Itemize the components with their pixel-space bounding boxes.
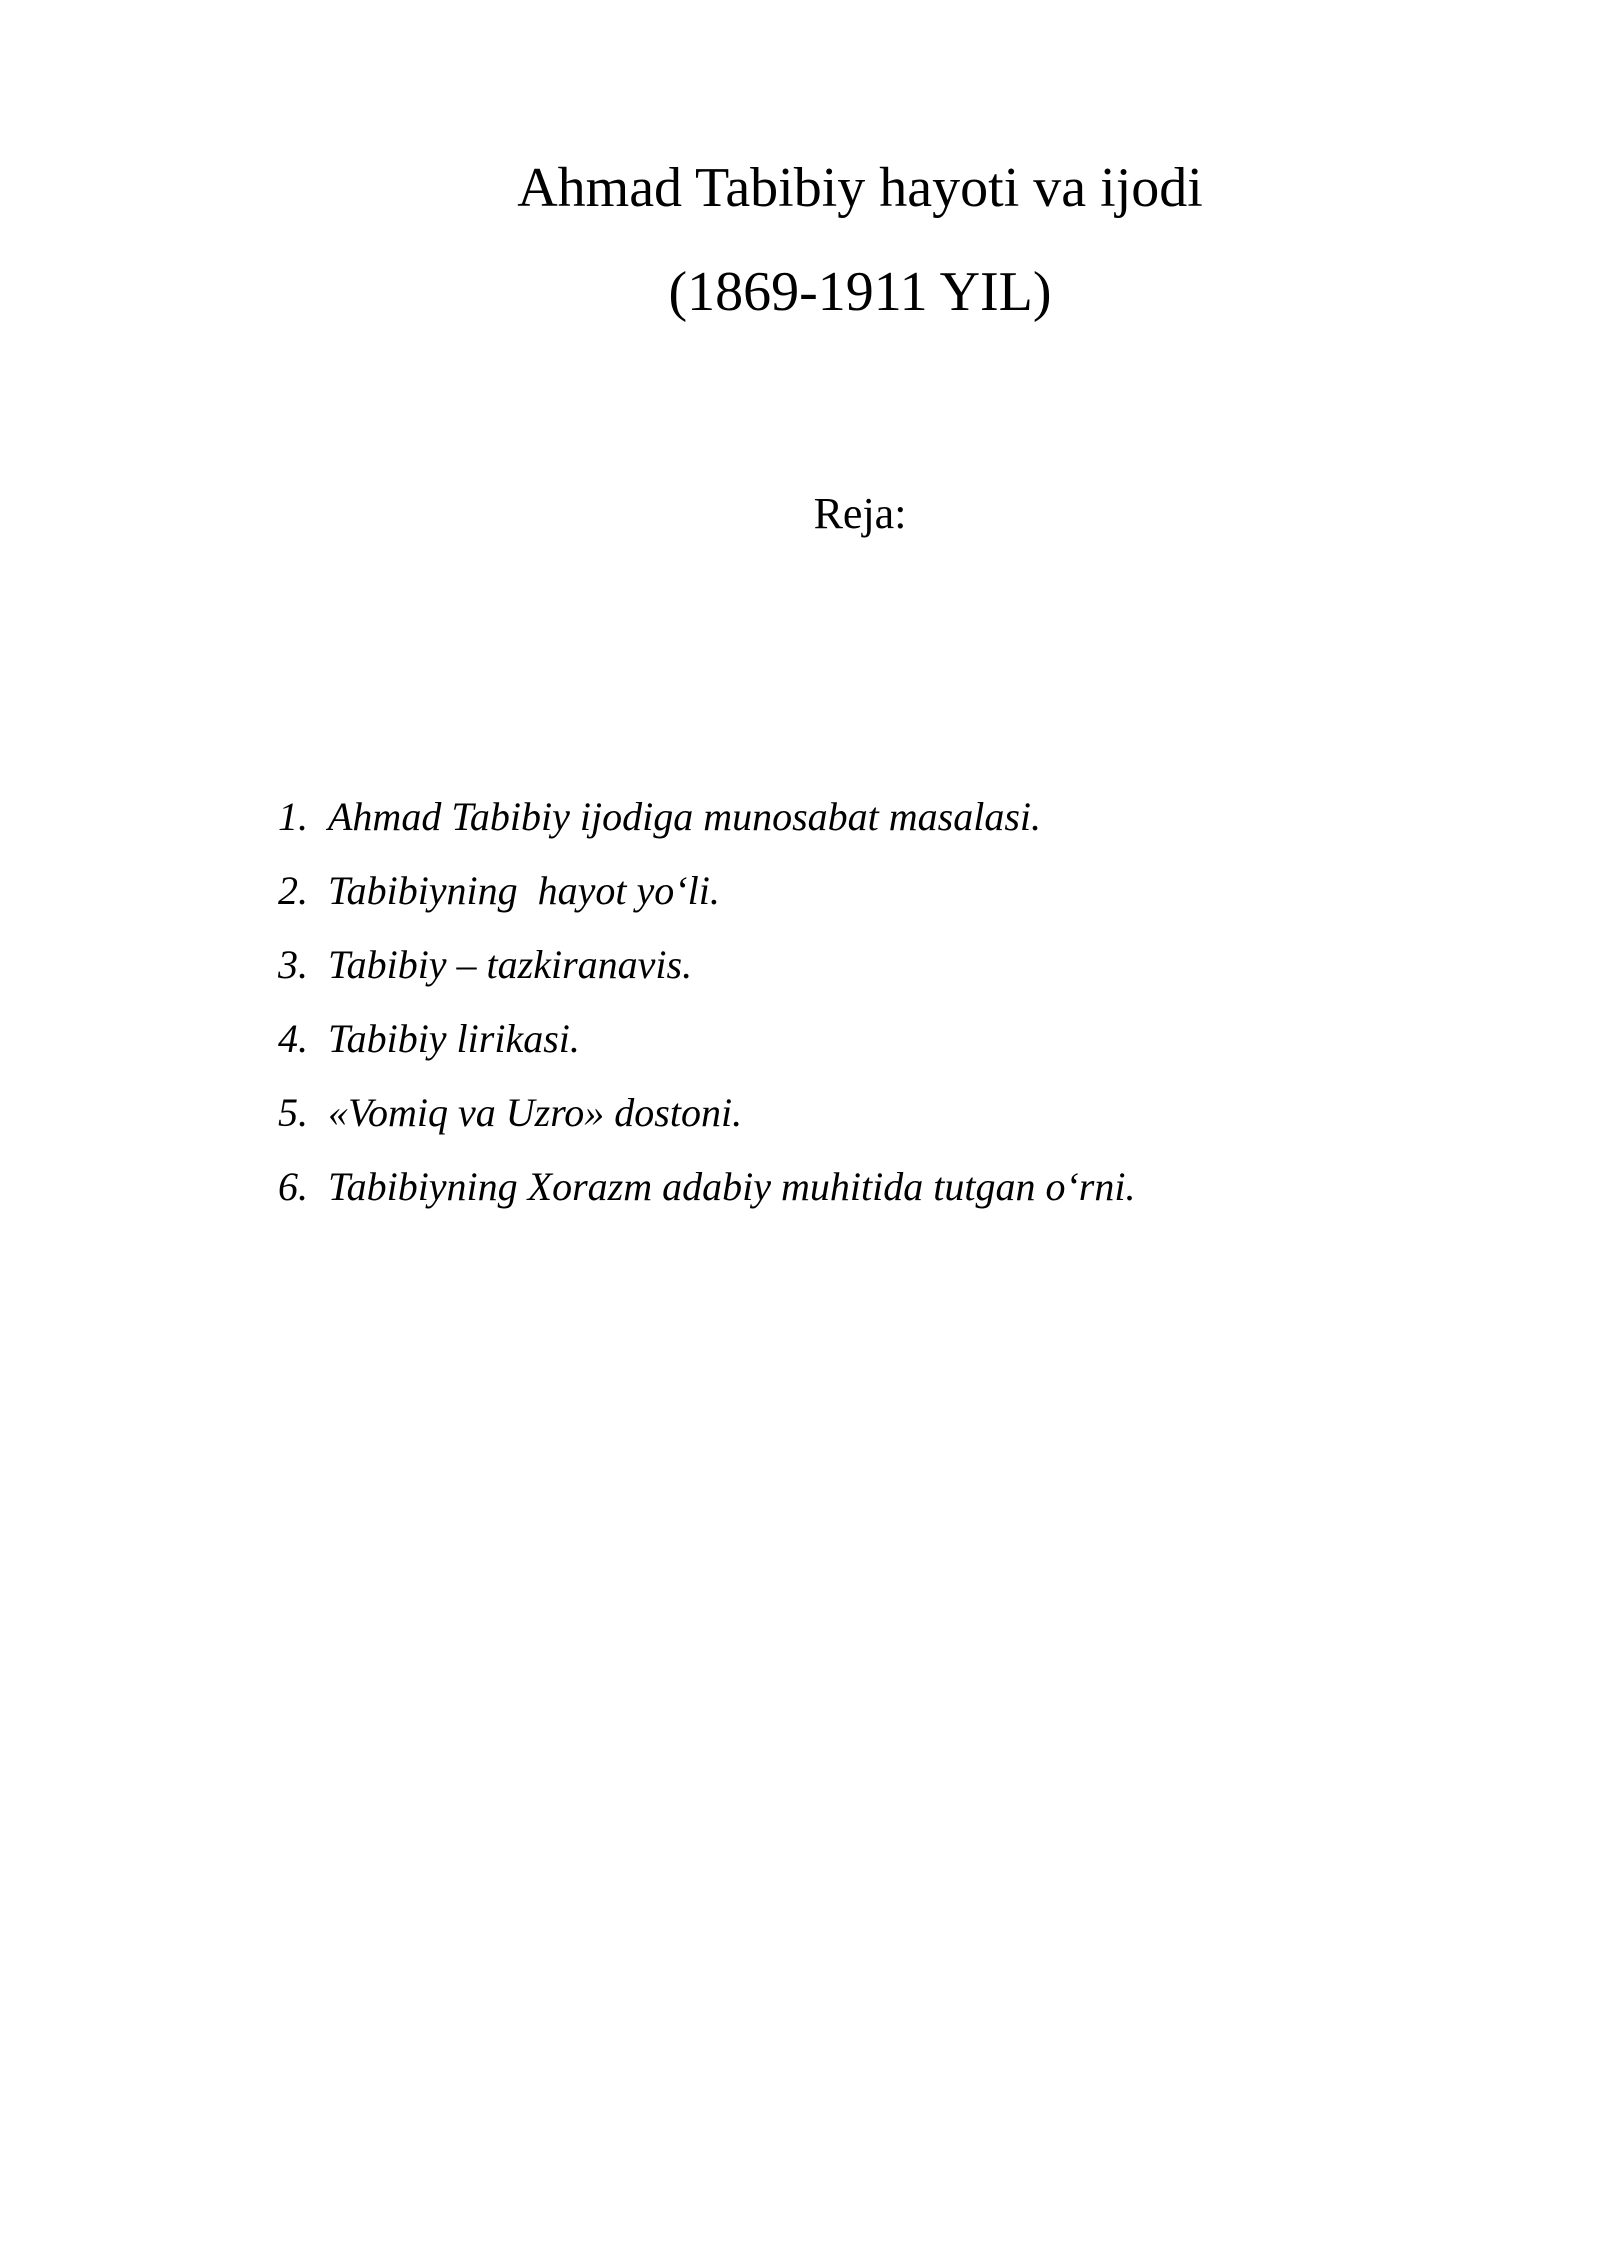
plan-item-number: 2. [278,868,308,913]
document-title: Ahmad Tabibiy hayoti va ijodi [517,157,1203,219]
plan-item-number: 4. [278,1016,308,1061]
document-years: (1869-1911 YIL) [668,261,1052,323]
plan-item [278,780,1135,854]
plan-item-number: 1. [278,794,308,839]
plan-item-text: Tabibiy – tazkiranavis. [328,942,693,987]
plan-item [278,1002,1135,1076]
plan-item-number: 6. [278,1164,308,1209]
plan-item-text: Tabibiyning Xorazm adabiy muhitida tutgan o‘rni. [328,1164,1136,1209]
plan-heading: Reja: [813,489,907,538]
plan-item-number: 5. [278,1090,308,1135]
plan-item [278,1150,1135,1224]
plan-item [278,1076,1135,1150]
plan-item [278,928,1135,1002]
plan-item-text: Tabibiy lirikasi. [328,1016,580,1061]
plan-item-text: Tabibiyning hayot yo‘li. [328,868,720,913]
plan-list [278,780,1135,1224]
plan-item-number: 3. [278,942,308,987]
plan-item-text: Ahmad Tabibiy ijodiga munosabat masalasi. [328,794,1042,839]
plan-item [278,854,1135,928]
plan-item-text: «Vomiq va Uzro» dostoni. [328,1090,743,1135]
